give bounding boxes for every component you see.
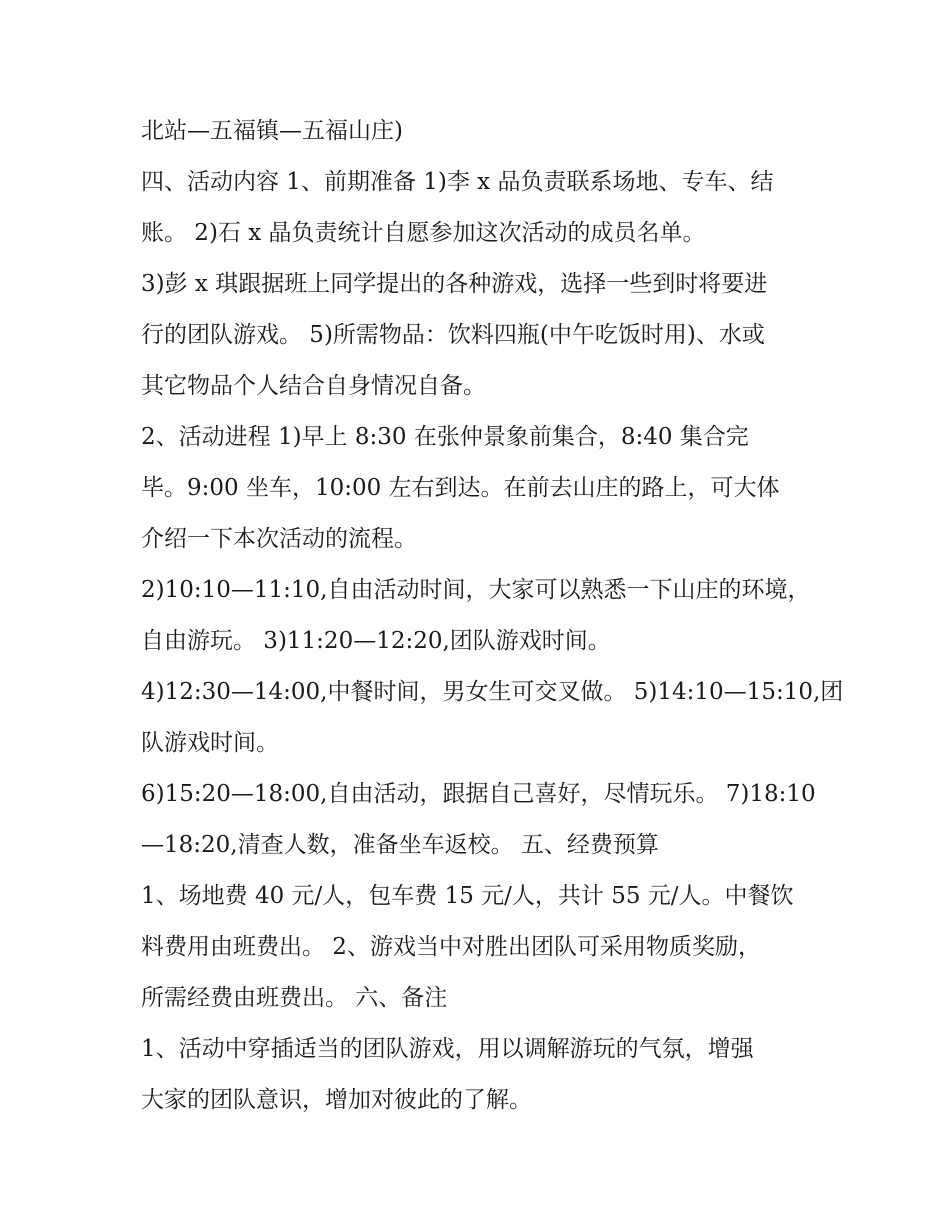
text-line-17: 料费用由班费出。 2、游戏当中对胜出团队可采用物质奖励， xyxy=(141,934,761,960)
text-line-16: 1、场地费 40 元/人，包车费 15 元/人，共计 55 元/人。中餐饮 xyxy=(141,883,794,909)
text-line-9: 介绍一下本次活动的流程。 xyxy=(141,526,417,552)
text-line-2: 四、活动内容 1、前期准备 1)李 x 品负责联系场地、专车、结 xyxy=(141,169,774,195)
text-line-12: 4)12:30—14:00,中餐时间，男女生可交叉做。 5)14:10—15:10,团 xyxy=(141,679,844,705)
text-line-4: 3)彭 x 琪跟据班上同学提出的各种游戏，选择一些到时将要进 xyxy=(141,271,768,297)
text-line-10: 2)10:10—11:10,自由活动时间，大家可以熟悉一下山庄的环境， xyxy=(141,577,811,603)
text-line-14: 6)15:20—18:00,自由活动，跟据自己喜好，尽情玩乐。 7)18:10 xyxy=(141,781,816,807)
text-line-13: 队游戏时间。 xyxy=(141,730,279,756)
text-line-5: 行的团队游戏。 5)所需物品：饮料四瓶(中午吃饭时用)、水或 xyxy=(141,322,765,348)
text-line-7: 2、活动进程 1)早上 8:30 在张仲景象前集合，8:40 集合完 xyxy=(141,424,749,450)
text-line-3: 账。 2)石 x 晶负责统计自愿参加这次活动的成员名单。 xyxy=(141,220,706,246)
text-line-15: —18:20,清查人数，准备坐车返校。 五、经费预算 xyxy=(141,832,659,858)
text-line-19: 1、活动中穿插适当的团队游戏，用以调解游玩的气氛，增强 xyxy=(141,1036,754,1062)
text-line-8: 毕。9:00 坐车，10:00 左右到达。在前去山庄的路上，可大体 xyxy=(141,475,780,501)
text-line-18: 所需经费由班费出。 六、备注 xyxy=(141,985,448,1011)
text-line-11: 自由游玩。 3)11:20—12:20,团队游戏时间。 xyxy=(141,628,611,654)
text-line-6: 其它物品个人结合自身情况自备。 xyxy=(141,373,486,399)
text-line-20: 大家的团队意识，增加对彼此的了解。 xyxy=(141,1087,532,1113)
text-line-1: 北站—五福镇—五福山庄) xyxy=(141,118,403,144)
